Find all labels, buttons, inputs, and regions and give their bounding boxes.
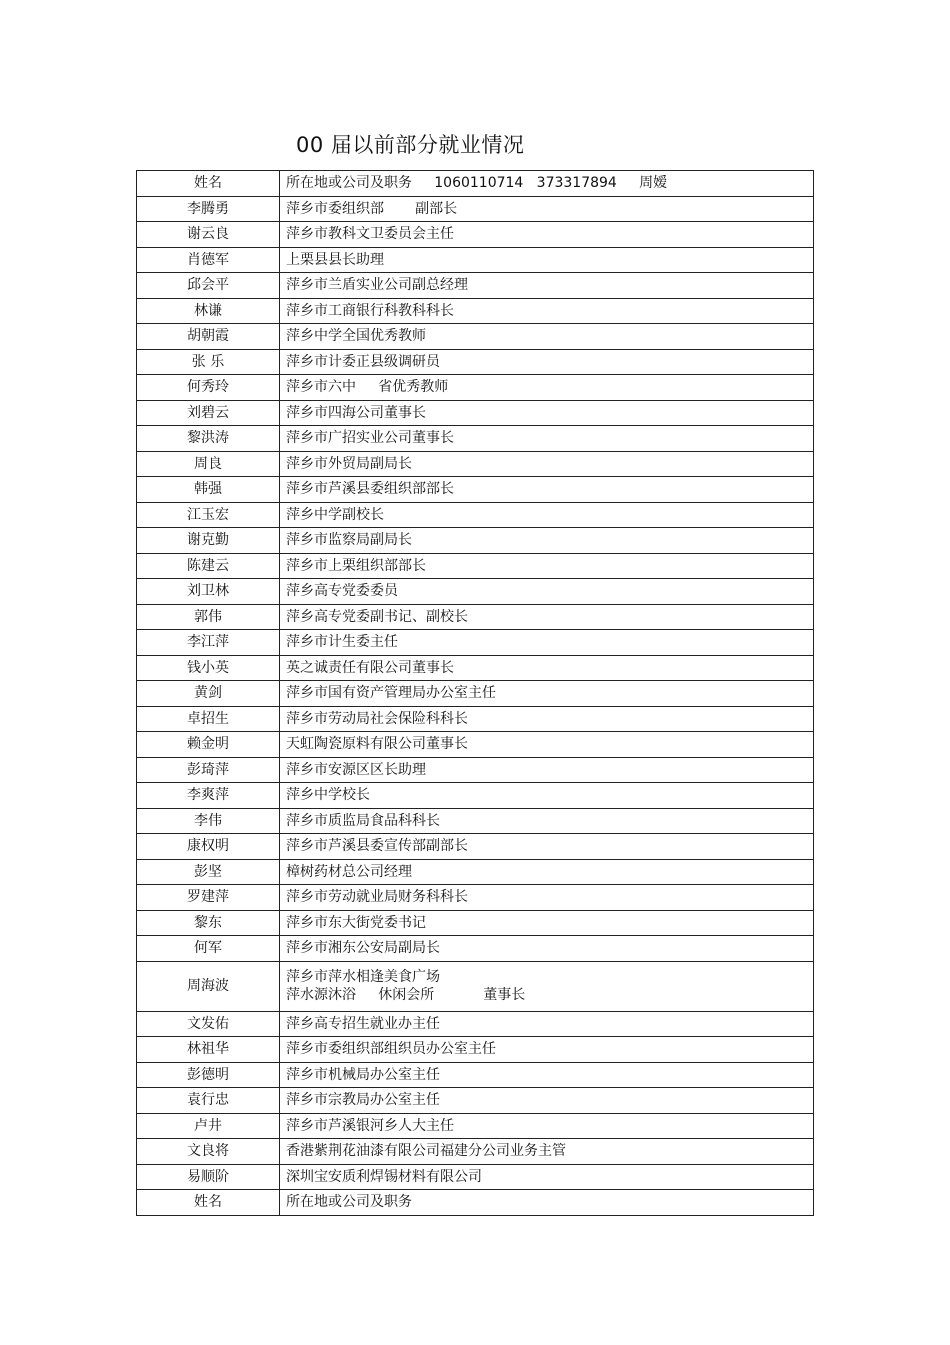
position-cell: 萍乡中学副校长	[280, 502, 814, 528]
position-cell: 天虹陶瓷原料有限公司董事长	[280, 732, 814, 758]
person-name-cell: 李爽萍	[137, 783, 280, 809]
table-row	[137, 222, 814, 248]
person-name-cell: 黎东	[137, 910, 280, 936]
position-cell: 萍乡高专党委副书记、副校长	[280, 604, 814, 630]
position-cell: 萍乡市湘东公安局副局长	[280, 936, 814, 962]
position-cell: 萍乡市东大街党委书记	[280, 910, 814, 936]
header-name-cell: 姓名	[137, 171, 280, 197]
footer-name-cell: 姓名	[137, 1190, 280, 1216]
table-row	[137, 528, 814, 554]
table-row	[137, 859, 814, 885]
table-row	[137, 1113, 814, 1139]
person-name-cell: 李腾勇	[137, 196, 280, 222]
table-row	[137, 1088, 814, 1114]
table-row	[137, 961, 814, 1011]
person-name-cell: 刘碧云	[137, 400, 280, 426]
position-cell: 萍乡市劳动就业局财务科科长	[280, 885, 814, 911]
person-name-cell: 何军	[137, 936, 280, 962]
person-name-cell: 周良	[137, 451, 280, 477]
table-row	[137, 936, 814, 962]
position-cell: 萍乡市宗教局办公室主任	[280, 1088, 814, 1114]
position-cell: 萍乡市芦溪县委宣传部副部长	[280, 834, 814, 860]
position-cell: 萍乡市工商银行科教科科长	[280, 298, 814, 324]
position-cell: 萍乡市上栗组织部部长	[280, 553, 814, 579]
person-name-cell: 邱会平	[137, 273, 280, 299]
position-cell: 萍乡市萍水相逢美食广场 萍水源沐浴 休闲会所 董事长	[280, 961, 814, 1011]
table-row	[137, 732, 814, 758]
table-row	[137, 400, 814, 426]
header-position-cell: 所在地或公司及职务 1060110714 373317894 周嫒	[280, 171, 814, 197]
person-name-cell: 文发佑	[137, 1011, 280, 1037]
position-cell: 上栗县县长助理	[280, 247, 814, 273]
table-row	[137, 273, 814, 299]
position-cell: 萍乡市质监局食品科科长	[280, 808, 814, 834]
person-name-cell: 康权明	[137, 834, 280, 860]
position-cell: 萍乡市监察局副局长	[280, 528, 814, 554]
table-row	[137, 885, 814, 911]
person-name-cell: 谢克勤	[137, 528, 280, 554]
position-cell: 萍乡市四海公司董事长	[280, 400, 814, 426]
table-row	[137, 604, 814, 630]
position-cell: 萍乡中学全国优秀教师	[280, 324, 814, 350]
table-row	[137, 247, 814, 273]
position-cell: 萍乡市计委正县级调研员	[280, 349, 814, 375]
position-cell: 萍乡市外贸局副局长	[280, 451, 814, 477]
employment-table	[136, 170, 814, 1216]
person-name-cell: 彭琦萍	[137, 757, 280, 783]
table-row	[137, 706, 814, 732]
person-name-cell: 袁行忠	[137, 1088, 280, 1114]
person-name-cell: 林祖华	[137, 1037, 280, 1063]
position-cell: 萍乡市芦溪县委组织部部长	[280, 477, 814, 503]
position-cell: 萍乡市兰盾实业公司副总经理	[280, 273, 814, 299]
footer-position-cell: 所在地或公司及职务	[280, 1190, 814, 1216]
person-name-cell: 肖德军	[137, 247, 280, 273]
position-cell: 萍乡高专招生就业办主任	[280, 1011, 814, 1037]
position-cell: 萍乡市委组织部 副部长	[280, 196, 814, 222]
table-row	[137, 1164, 814, 1190]
table-header-row	[137, 171, 814, 197]
position-cell: 萍乡市计生委主任	[280, 630, 814, 656]
position-cell: 萍乡市广招实业公司董事长	[280, 426, 814, 452]
table-row	[137, 451, 814, 477]
table-row	[137, 1139, 814, 1165]
person-name-cell: 李伟	[137, 808, 280, 834]
position-cell: 萍乡市教科文卫委员会主任	[280, 222, 814, 248]
table-row	[137, 553, 814, 579]
position-cell: 英之诚责任有限公司董事长	[280, 655, 814, 681]
page-title: 00 届以前部分就业情况	[296, 133, 525, 157]
position-cell: 樟树药材总公司经理	[280, 859, 814, 885]
table-row	[137, 324, 814, 350]
table-row	[137, 757, 814, 783]
table-row	[137, 910, 814, 936]
person-name-cell: 何秀玲	[137, 375, 280, 401]
table-row	[137, 477, 814, 503]
person-name-cell: 郭伟	[137, 604, 280, 630]
position-cell: 深圳宝安质利焊锡材料有限公司	[280, 1164, 814, 1190]
table-row	[137, 426, 814, 452]
person-name-cell: 黎洪涛	[137, 426, 280, 452]
table-row	[137, 681, 814, 707]
person-name-cell: 卓招生	[137, 706, 280, 732]
table-row	[137, 655, 814, 681]
table-footer-row	[137, 1190, 814, 1216]
table-row	[137, 349, 814, 375]
table-row	[137, 630, 814, 656]
table-row	[137, 783, 814, 809]
person-name-cell: 黄剑	[137, 681, 280, 707]
person-name-cell: 彭德明	[137, 1062, 280, 1088]
person-name-cell: 文良将	[137, 1139, 280, 1165]
person-name-cell: 胡朝霞	[137, 324, 280, 350]
person-name-cell: 谢云良	[137, 222, 280, 248]
person-name-cell: 李江萍	[137, 630, 280, 656]
table-row	[137, 834, 814, 860]
person-name-cell: 赖金明	[137, 732, 280, 758]
position-cell: 萍乡市芦溪银河乡人大主任	[280, 1113, 814, 1139]
position-cell: 萍乡市劳动局社会保险科科长	[280, 706, 814, 732]
person-name-cell: 陈建云	[137, 553, 280, 579]
position-cell: 香港紫荆花油漆有限公司福建分公司业务主管	[280, 1139, 814, 1165]
table-row	[137, 1062, 814, 1088]
table-row	[137, 375, 814, 401]
position-cell: 萍乡市六中 省优秀教师	[280, 375, 814, 401]
position-cell: 萍乡市安源区区长助理	[280, 757, 814, 783]
person-name-cell: 周海波	[137, 961, 280, 1011]
person-name-cell: 江玉宏	[137, 502, 280, 528]
table-row	[137, 1011, 814, 1037]
person-name-cell: 张 乐	[137, 349, 280, 375]
person-name-cell: 林谦	[137, 298, 280, 324]
person-name-cell: 钱小英	[137, 655, 280, 681]
position-cell: 萍乡市机械局办公室主任	[280, 1062, 814, 1088]
table-row	[137, 196, 814, 222]
position-cell: 萍乡中学校长	[280, 783, 814, 809]
person-name-cell: 卢井	[137, 1113, 280, 1139]
person-name-cell: 韩强	[137, 477, 280, 503]
table-row	[137, 579, 814, 605]
table-row	[137, 502, 814, 528]
table-row	[137, 1037, 814, 1063]
position-cell: 萍乡市委组织部组织员办公室主任	[280, 1037, 814, 1063]
person-name-cell: 罗建萍	[137, 885, 280, 911]
table-row	[137, 298, 814, 324]
person-name-cell: 彭坚	[137, 859, 280, 885]
person-name-cell: 易顺阶	[137, 1164, 280, 1190]
table-row	[137, 808, 814, 834]
person-name-cell: 刘卫林	[137, 579, 280, 605]
position-cell: 萍乡市国有资产管理局办公室主任	[280, 681, 814, 707]
position-cell: 萍乡高专党委委员	[280, 579, 814, 605]
